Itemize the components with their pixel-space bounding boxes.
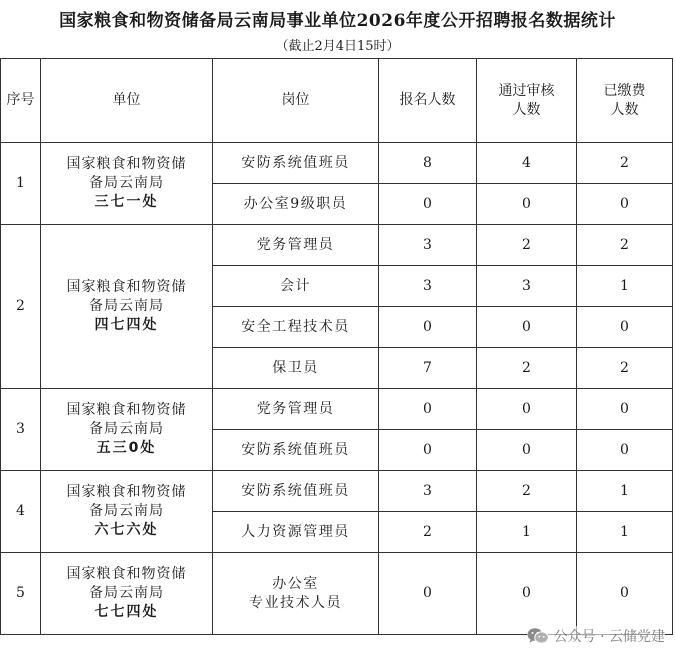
position-name: 保卫员 [272,359,319,376]
applicants-count: 2 [379,512,477,553]
unit-code: 三七一处 [94,193,159,210]
position-cell [213,225,379,266]
paid-count: 0 [577,307,673,348]
position-cell [213,348,379,389]
unit-code: 四七四处 [94,316,159,333]
position-cell [213,430,379,471]
header-index: 序号 [1,59,41,143]
header-approved-text: 通过审核人数 [498,82,555,118]
unit-cell [41,389,213,471]
row-index: 1 [1,143,41,225]
unit-name-line: 备局云南局 [89,298,164,315]
approved-count: 0 [477,184,577,225]
position-cell [213,512,379,553]
paid-count: 1 [577,512,673,553]
paid-count: 2 [577,348,673,389]
row-index: 4 [1,471,41,553]
unit-name-line: 国家粮食和物资储 [66,156,187,173]
applicants-count: 3 [379,225,477,266]
paid-count: 0 [577,389,673,430]
position-cell [213,143,379,184]
table-row [1,143,673,184]
paid-count: 0 [577,553,673,635]
unit-cell [41,225,213,389]
paid-count: 0 [577,184,673,225]
header-applicants: 报名人数 [379,59,477,143]
paid-count: 1 [577,471,673,512]
approved-count: 0 [477,389,577,430]
unit-name-line: 备局云南局 [89,503,164,520]
unit-name-line: 国家粮食和物资储 [66,279,187,296]
unit-name-line: 国家粮食和物资储 [66,566,187,583]
unit-cell [41,471,213,553]
unit-code: 五三0处 [96,439,157,456]
position-cell [213,471,379,512]
applicants-count: 8 [379,143,477,184]
header-unit: 单位 [41,59,213,143]
position-name: 专业技术人员 [249,594,342,611]
position-name: 安防系统值班员 [241,441,350,458]
position-name: 党务管理员 [256,236,335,253]
position-cell [213,184,379,225]
table-header [1,59,673,143]
position-cell [213,307,379,348]
watermark [527,626,665,646]
approved-count: 0 [477,307,577,348]
approved-count: 2 [477,348,577,389]
unit-code: 七七四处 [94,603,159,620]
unit-name-line: 国家粮食和物资储 [66,484,187,501]
applicants-count: 0 [379,389,477,430]
paid-count: 0 [577,430,673,471]
unit-name-line: 备局云南局 [89,421,164,438]
approved-count: 4 [477,143,577,184]
row-index: 2 [1,225,41,389]
applicants-count: 0 [379,553,477,635]
table-row [1,553,673,635]
approved-count: 3 [477,266,577,307]
approved-count: 0 [477,430,577,471]
watermark-text: 公众号 · 云储党建 [553,629,665,645]
paid-count: 1 [577,266,673,307]
approved-count: 0 [477,553,577,635]
approved-count: 1 [477,512,577,553]
position-cell [213,553,379,635]
position-name: 党务管理员 [256,400,335,417]
header-approved [477,59,577,143]
wechat-icon [527,627,549,645]
position-name: 人力资源管理员 [241,523,350,540]
position-name: 安防系统值班员 [241,482,350,499]
paid-count: 2 [577,225,673,266]
registration-stats-table [0,58,673,635]
header-paid-text: 已缴费人数 [603,82,646,118]
unit-cell [41,553,213,635]
approved-count: 2 [477,225,577,266]
table-row [1,389,673,430]
position-name: 会计 [280,277,311,294]
position-cell [213,389,379,430]
unit-cell [41,143,213,225]
header-position: 岗位 [213,59,379,143]
position-cell [213,266,379,307]
unit-name-line: 备局云南局 [89,175,164,192]
unit-name-line: 备局云南局 [89,585,164,602]
table-row [1,471,673,512]
table-body [1,143,673,635]
applicants-count: 0 [379,430,477,471]
applicants-count: 3 [379,471,477,512]
row-index: 5 [1,553,41,635]
applicants-count: 0 [379,307,477,348]
table-row [1,225,673,266]
applicants-count: 3 [379,266,477,307]
position-name: 办公室 [272,575,319,592]
paid-count: 2 [577,143,673,184]
approved-count: 2 [477,471,577,512]
position-name: 办公室9级职员 [243,195,348,212]
page-subtitle: （截止2月4日15时） [275,39,400,54]
unit-code: 六七六处 [94,521,159,538]
row-index: 3 [1,389,41,471]
position-name: 安全工程技术员 [241,318,350,335]
page-title: 国家粮食和物资储备局云南局事业单位2026年度公开招聘报名数据统计 [59,11,616,31]
position-name: 安防系统值班员 [241,154,350,171]
header-paid [577,59,673,143]
applicants-count: 7 [379,348,477,389]
unit-name-line: 国家粮食和物资储 [66,402,187,419]
applicants-count: 0 [379,184,477,225]
